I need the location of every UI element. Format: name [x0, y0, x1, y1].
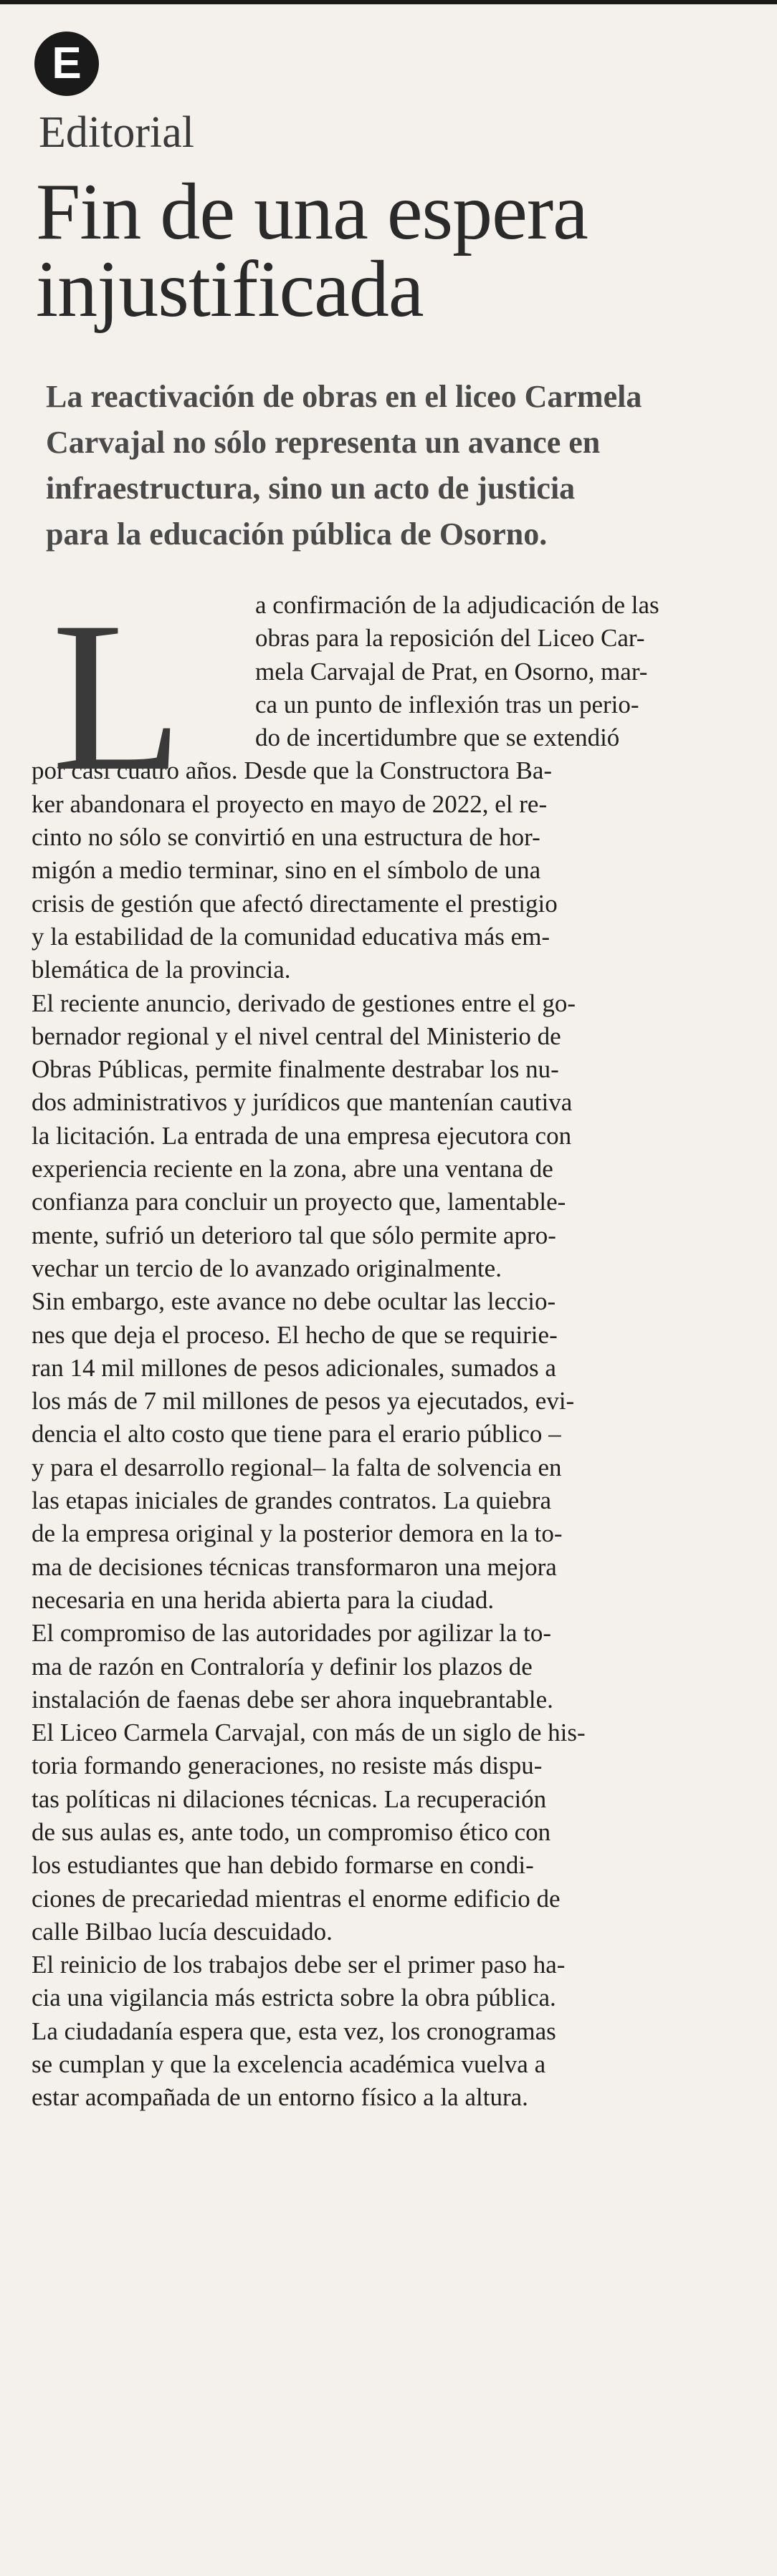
article-line: dencia el alto costo que tiene para el erario público – [32, 1420, 561, 1448]
article-line: El reinicio de los trabajos debe ser el primer paso ha- [32, 1951, 566, 1979]
article-line: ran 14 mil millones de pesos adicionales, sumados a [32, 1353, 556, 1382]
deck-line: Carvajal no sólo representa un avance en [46, 425, 601, 460]
article-line: El compromiso de las autoridades por agilizar la to- [32, 1619, 552, 1648]
deck-line: infraestructura, sino un acto de justicia [46, 471, 576, 506]
article-line: y para el desarrollo regional– la falta de solvencia en [32, 1453, 562, 1481]
article-line: ca un punto de inflexión tras un perio- [255, 690, 639, 719]
article-line: crisis de gestión que afectó directamente el prestigio [32, 889, 558, 918]
article-line: calle Bilbao lucía descuidado. [32, 1917, 333, 1946]
article-line: dos administrativos y jurídicos que mantenían cautiva [32, 1088, 573, 1117]
article-line: confianza para concluir un proyecto que, lamentable- [32, 1188, 566, 1216]
article-line: los estudiantes que han debido formarse en condi- [32, 1851, 534, 1880]
article-line: obras para la reposición del Liceo Car- [255, 624, 645, 653]
article-line: vechar un tercio de lo avanzado originalmente. [32, 1254, 502, 1282]
article-line: se cumplan y que la excelencia académica vuelva a [32, 2050, 546, 2079]
article-line: nes que deja el proceso. El hecho de que se requirie- [32, 1320, 558, 1349]
article-line: La ciudadanía espera que, esta vez, los cronogramas [32, 2017, 556, 2045]
article-line: Obras Públicas, permite finalmente destrabar los nu- [32, 1055, 559, 1084]
article-line: mente, sufrió un deterioro tal que sólo permite apro- [32, 1221, 556, 1249]
article-line: la licitación. La entrada de una empresa ejecutora con [32, 1121, 572, 1150]
article-line: migón a medio terminar, sino en el símbolo de una [32, 856, 541, 885]
drop-cap: L [52, 577, 183, 815]
section-label: Editorial [39, 108, 194, 157]
article-line: El Liceo Carmela Carvajal, con más de un siglo de his- [32, 1719, 586, 1747]
article-line: de la empresa original y la posterior demora en la to- [32, 1519, 563, 1548]
headline [36, 168, 753, 334]
article-line: necesaria en una herida abierta para la ciudad. [32, 1585, 495, 1614]
headline-line: Fin de una espera [36, 168, 588, 256]
article-line: experiencia reciente en la zona, abre una ventana de [32, 1155, 553, 1183]
deck-line: La reactivación de obras en el liceo Carmela [46, 379, 642, 414]
top-rule [0, 0, 777, 4]
article-line: de sus aulas es, ante todo, un compromiso ético con [32, 1817, 551, 1846]
article-line: blemática de la provincia. [32, 956, 291, 984]
article-line: bernador regional y el nivel central del Ministerio de [32, 1022, 561, 1050]
article-body [32, 577, 755, 2115]
article-line: toria formando generaciones, no resiste más dispu- [32, 1751, 543, 1780]
article-line: estar acompañada de un entorno físico a la altura. [32, 2083, 528, 2112]
article-line: El reciente anuncio, derivado de gestiones entre el go- [32, 989, 576, 1017]
article-line: ker abandonara el proyecto en mayo de 2022, el re- [32, 789, 548, 818]
headline-line: injustificada [36, 245, 424, 334]
article-line: ciones de precariedad mientras el enorme edificio de [32, 1884, 561, 1913]
article-line: do de incertidumbre que se extendió [255, 724, 620, 752]
article-line: mela Carvajal de Prat, en Osorno, mar- [255, 657, 648, 686]
article-line: ma de razón en Contraloría y definir los plazos de [32, 1652, 533, 1681]
article-line: tas políticas ni dilaciones técnicas. La recuperación [32, 1784, 547, 1813]
article-line: a confirmación de la adjudicación de las [255, 591, 659, 619]
article-line: las etapas iniciales de grandes contratos. La quiebra [32, 1486, 551, 1515]
article-line: instalación de faenas debe ser ahora inquebrantable. [32, 1685, 553, 1714]
deck-line: para la educación pública de Osorno. [46, 516, 548, 552]
article-lines [32, 577, 755, 2115]
article-line: los más de 7 mil millones de pesos ya ejecutados, evi- [32, 1387, 575, 1416]
article-line: ma de decisiones técnicas transformaron una mejora [32, 1552, 557, 1581]
article-line: por casi cuatro años. Desde que la Constructora Ba- [32, 756, 553, 785]
article-line: Sin embargo, este avance no debe ocultar las leccio- [32, 1287, 556, 1316]
article-line: cia una vigilancia más estricta sobre la obra pública. [32, 1984, 556, 2012]
deck [46, 374, 755, 557]
article-line: y la estabilidad de la comunidad educativa más em- [32, 922, 550, 951]
article-line: cinto no sólo se convirtió en una estructura de hor- [32, 823, 540, 852]
section-badge: E [34, 32, 99, 96]
